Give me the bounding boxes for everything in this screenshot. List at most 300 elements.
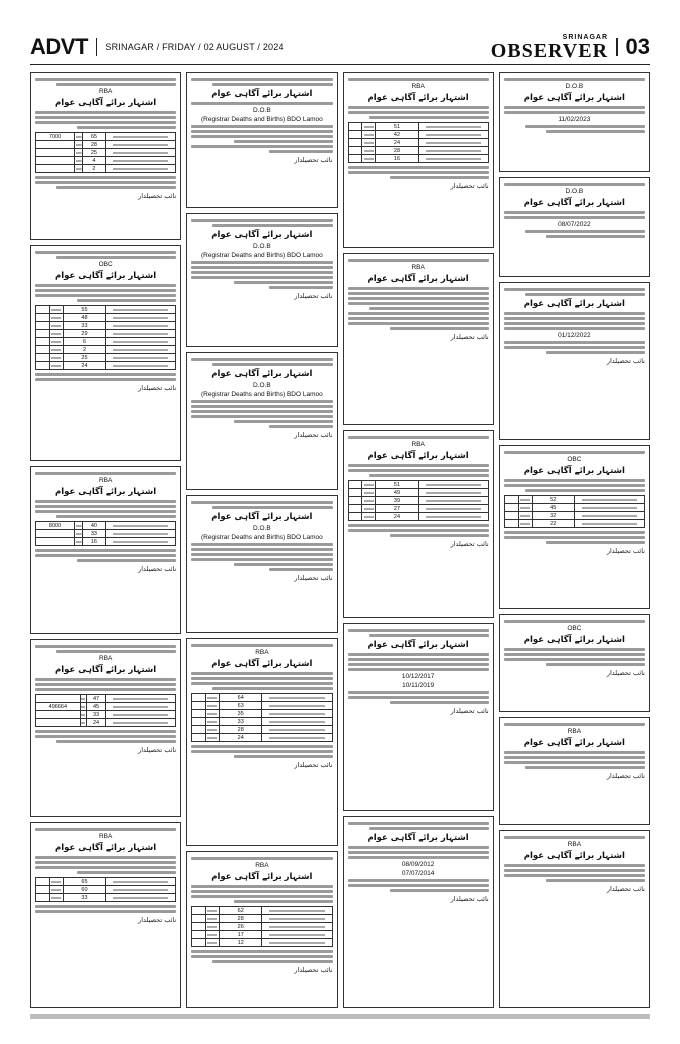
- amount-cell: [192, 718, 206, 726]
- public-notice: [186, 72, 337, 208]
- amount-cell: [36, 346, 50, 354]
- notice-heading: اشتہار برائے آگاہی عوام: [523, 635, 625, 645]
- table-row: [36, 530, 176, 538]
- notice-ref: RBA: [255, 649, 269, 656]
- age-cell: 2: [82, 165, 105, 173]
- age-cell: 24: [63, 362, 105, 370]
- occupation-cell: [75, 530, 83, 538]
- notice-ref: D.O.B: [253, 243, 271, 250]
- name-cell: [106, 338, 176, 346]
- signature: نائب تحصیلدار: [294, 574, 333, 582]
- family-table: [35, 132, 176, 173]
- public-notice: [343, 430, 494, 618]
- name-cell: [106, 362, 176, 370]
- age-cell: 25: [82, 149, 105, 157]
- age-cell: 49: [376, 489, 418, 497]
- notice-heading: اشتہار برائے آگاہی عوام: [523, 299, 625, 309]
- amount-cell: [348, 147, 362, 155]
- table-row: [504, 512, 644, 520]
- family-table: [35, 694, 176, 727]
- age-cell: 2: [63, 346, 105, 354]
- table-row: [348, 505, 488, 513]
- amount-cell: [36, 886, 50, 894]
- amount-cell: [348, 505, 362, 513]
- footer-bar: [30, 1014, 650, 1019]
- amount-cell: [36, 711, 81, 719]
- name-cell: [418, 155, 488, 163]
- notice-heading: اشتہار برائے آگاہی عوام: [367, 640, 469, 650]
- table-row: [504, 504, 644, 512]
- date-ref: 10/12/2017: [401, 673, 435, 680]
- occupation-cell: [206, 915, 220, 923]
- amount-cell: [192, 710, 206, 718]
- age-cell: 16: [376, 155, 418, 163]
- signature: نائب تحصیلدار: [606, 772, 645, 780]
- age-cell: 17: [220, 931, 262, 939]
- age-cell: 24: [87, 719, 106, 727]
- name-cell: [106, 141, 176, 149]
- occupation-cell: [206, 710, 220, 718]
- notice-ref: RBA: [411, 83, 425, 90]
- name-cell: [106, 165, 176, 173]
- age-cell: 42: [376, 131, 418, 139]
- occupation-cell: [49, 894, 63, 902]
- amount-cell: [348, 489, 362, 497]
- occupation-cell: [49, 306, 63, 314]
- name-cell: [574, 496, 644, 504]
- amount-cell: [36, 878, 50, 886]
- name-cell: [106, 522, 176, 530]
- age-cell: 55: [63, 306, 105, 314]
- age-cell: 40: [82, 522, 105, 530]
- notice-ref: RBA: [567, 841, 582, 848]
- table-row: [36, 346, 176, 354]
- occupation-cell: [362, 505, 376, 513]
- occupation-cell: [49, 330, 63, 338]
- occupation-cell: [206, 939, 220, 947]
- occupation-cell: [518, 504, 532, 512]
- occupation-cell: [75, 149, 83, 157]
- notice-heading: اشتہار برائے آگاہی عوام: [211, 230, 313, 240]
- amount-cell: [192, 923, 206, 931]
- amount-cell: [36, 538, 75, 546]
- notice-heading: اشتہار برائے آگاہی عوام: [211, 872, 313, 882]
- amount-cell: [36, 330, 50, 338]
- name-cell: [418, 497, 488, 505]
- signature: نائب تحصیلدار: [606, 357, 645, 365]
- name-cell: [262, 931, 332, 939]
- name-cell: [418, 481, 488, 489]
- amount-cell: [36, 719, 81, 727]
- table-row: [36, 711, 176, 719]
- occupation-cell: [75, 522, 83, 530]
- table-row: [36, 522, 176, 530]
- occupation-cell: [75, 141, 83, 149]
- amount-cell: [192, 702, 206, 710]
- amount-cell: [348, 481, 362, 489]
- section-label: ADVT: [30, 34, 88, 59]
- public-notice: [499, 72, 650, 172]
- name-cell: [262, 923, 332, 931]
- table-row: [192, 702, 332, 710]
- table-row: [36, 354, 176, 362]
- name-cell: [574, 520, 644, 528]
- age-cell: 45: [532, 504, 574, 512]
- signature: نائب تحصیلدار: [450, 540, 489, 548]
- signature: نائب تحصیلدار: [138, 565, 177, 573]
- notice-heading: اشتہار برائے آگاہی عوام: [211, 89, 313, 99]
- name-cell: [106, 530, 176, 538]
- name-cell: [106, 306, 176, 314]
- family-table: [191, 906, 332, 947]
- masthead-city: SRINAGAR: [562, 33, 609, 41]
- signature: نائب تحصیلدار: [450, 182, 489, 190]
- occupation-cell: [206, 923, 220, 931]
- occupation-cell: [206, 718, 220, 726]
- occupation-cell: [362, 497, 376, 505]
- table-row: [192, 939, 332, 947]
- age-cell: 33: [220, 718, 262, 726]
- amount-cell: [36, 530, 75, 538]
- name-cell: [574, 504, 644, 512]
- header-divider: [616, 38, 618, 56]
- table-row: [36, 133, 176, 141]
- age-cell: 26: [220, 923, 262, 931]
- occupation-cell: [206, 734, 220, 742]
- amount-cell: [36, 894, 50, 902]
- signature: نائب تحصیلدار: [138, 192, 177, 200]
- age-cell: 4: [82, 157, 105, 165]
- public-notice: [30, 466, 181, 634]
- name-cell: [106, 695, 176, 703]
- public-notice: [343, 72, 494, 248]
- occupation-cell: [206, 726, 220, 734]
- table-row: [348, 139, 488, 147]
- table-row: [36, 157, 176, 165]
- notice-ref: D.O.B: [565, 188, 584, 195]
- occupation-cell: [362, 481, 376, 489]
- occupation-cell: [49, 322, 63, 330]
- date-ref: 10/11/2019: [402, 682, 435, 689]
- notice-ref: OBC: [567, 456, 582, 463]
- name-cell: [106, 719, 176, 727]
- occupation-cell: [75, 538, 83, 546]
- date-ref: 07/07/2014: [401, 870, 435, 877]
- name-cell: [418, 489, 488, 497]
- name-cell: [262, 718, 332, 726]
- notice-heading: اشتہار برائے آگاہی عوام: [367, 93, 469, 103]
- signature: نائب تحصیلدار: [606, 547, 645, 555]
- occupation-cell: [206, 702, 220, 710]
- amount-cell: [504, 520, 518, 528]
- age-cell: 28: [376, 147, 418, 155]
- age-cell: 28: [220, 915, 262, 923]
- name-cell: [106, 886, 176, 894]
- amount-cell: [348, 497, 362, 505]
- signature: نائب تحصیلدار: [138, 384, 177, 392]
- age-cell: 47: [87, 695, 106, 703]
- age-cell: 65: [63, 878, 105, 886]
- family-table: [348, 480, 489, 521]
- table-row: [36, 322, 176, 330]
- age-cell: 33: [63, 894, 105, 902]
- public-notice: [186, 638, 337, 846]
- notice-ref: D.O.B: [253, 525, 271, 532]
- occupation-cell: [518, 520, 532, 528]
- masthead-name: OBSERVER: [490, 39, 609, 62]
- amount-cell: [192, 734, 206, 742]
- notice-ref: D.O.B: [253, 382, 271, 389]
- occupation-cell: [49, 362, 63, 370]
- age-cell: 29: [63, 330, 105, 338]
- notices-area: [30, 72, 650, 1008]
- name-cell: [574, 512, 644, 520]
- age-cell: 25: [63, 354, 105, 362]
- name-cell: [262, 907, 332, 915]
- name-cell: [106, 894, 176, 902]
- public-notice: [499, 445, 650, 609]
- age-cell: 24: [376, 139, 418, 147]
- table-row: [36, 330, 176, 338]
- amount-cell: [36, 695, 81, 703]
- age-cell: 28: [220, 726, 262, 734]
- occupation-cell: [75, 133, 83, 141]
- amount-cell: [192, 915, 206, 923]
- table-row: [348, 481, 488, 489]
- date-ref: 11/02/2023: [558, 116, 591, 123]
- occupation-cell: [49, 886, 63, 894]
- notice-heading: اشتہار برائے آگاہی عوام: [523, 93, 625, 103]
- name-cell: [106, 133, 176, 141]
- table-row: [504, 496, 644, 504]
- notice-heading: اشتہار برائے آگاہی عوام: [367, 451, 469, 461]
- amount-cell: [348, 513, 362, 521]
- name-cell: [106, 878, 176, 886]
- notice-heading: اشتہار برائے آگاہی عوام: [523, 738, 625, 748]
- name-cell: [106, 330, 176, 338]
- age-cell: 52: [532, 496, 574, 504]
- public-notice: [30, 245, 181, 461]
- amount-cell: [504, 512, 518, 520]
- name-cell: [262, 710, 332, 718]
- signature: نائب تحصیلدار: [606, 669, 645, 677]
- table-row: [36, 894, 176, 902]
- signature: نائب تحصیلدار: [606, 885, 645, 893]
- signature: نائب تحصیلدار: [450, 895, 489, 903]
- notice-heading: اشتہار برائے آگاہی عوام: [55, 98, 157, 108]
- amount-cell: [504, 496, 518, 504]
- public-notice: [343, 253, 494, 425]
- age-cell: 39: [376, 497, 418, 505]
- public-notice: [186, 352, 337, 490]
- amount-cell: [192, 726, 206, 734]
- occupation-cell: [362, 489, 376, 497]
- public-notice: [30, 72, 181, 240]
- header-divider: [96, 38, 98, 56]
- name-cell: [106, 314, 176, 322]
- public-notice: [186, 495, 337, 633]
- notice-ref: D.O.B: [565, 83, 584, 90]
- table-row: [36, 703, 176, 711]
- age-cell: 60: [63, 886, 105, 894]
- signature: نائب تحصیلدار: [294, 156, 333, 164]
- occupation-cell: [49, 338, 63, 346]
- amount-cell: [36, 322, 50, 330]
- table-row: [192, 694, 332, 702]
- age-cell: 32: [532, 512, 574, 520]
- age-cell: 51: [376, 123, 418, 131]
- age-cell: 24: [220, 734, 262, 742]
- table-row: [36, 886, 176, 894]
- amount-cell: [36, 362, 50, 370]
- occupation-cell: [362, 147, 376, 155]
- public-notice: [343, 623, 494, 811]
- public-notice: [499, 717, 650, 825]
- age-cell: 63: [220, 702, 262, 710]
- name-cell: [262, 939, 332, 947]
- family-table: [348, 122, 489, 163]
- notice-heading: اشتہار برائے آگاہی عوام: [55, 843, 157, 853]
- notice-ref: RBA: [567, 728, 582, 735]
- column-4: [499, 72, 650, 1008]
- notice-heading: اشتہار برائے آگاہی عوام: [367, 274, 469, 284]
- amount-cell: 8000: [36, 522, 75, 530]
- public-notice: [186, 213, 337, 347]
- notice-ref: RBA: [411, 264, 425, 271]
- notice-heading: اشتہار برائے آگاہی عوام: [211, 659, 313, 669]
- occupation-cell: [518, 496, 532, 504]
- table-row: [192, 931, 332, 939]
- date-ref: 01/12/2022: [558, 332, 591, 339]
- amount-cell: [348, 123, 362, 131]
- name-cell: [106, 538, 176, 546]
- occupation-cell: [49, 314, 63, 322]
- table-row: [348, 513, 488, 521]
- notice-ref: RBA: [411, 441, 425, 448]
- table-row: [192, 923, 332, 931]
- amount-cell: [192, 907, 206, 915]
- signature: نائب تحصیلدار: [138, 916, 177, 924]
- name-cell: [106, 149, 176, 157]
- table-row: [192, 710, 332, 718]
- table-row: [192, 734, 332, 742]
- age-cell: 35: [220, 710, 262, 718]
- amount-cell: [36, 157, 75, 165]
- age-cell: 22: [532, 520, 574, 528]
- family-table: [504, 495, 645, 528]
- table-row: [348, 131, 488, 139]
- age-cell: 48: [63, 314, 105, 322]
- name-cell: [418, 123, 488, 131]
- amount-cell: [348, 155, 362, 163]
- amount-cell: [36, 354, 50, 362]
- amount-cell: [36, 149, 75, 157]
- amount-cell: [348, 131, 362, 139]
- occupation-cell: [206, 907, 220, 915]
- table-row: [36, 338, 176, 346]
- name-cell: [418, 131, 488, 139]
- public-notice: [343, 816, 494, 1008]
- registrar-ref: (Registrar Deaths and Births) BDO Lamoo: [201, 534, 323, 541]
- dateline: SRINAGAR / FRIDAY / 02 AUGUST / 2024: [105, 42, 284, 52]
- amount-cell: [36, 141, 75, 149]
- table-row: [504, 520, 644, 528]
- table-row: [348, 147, 488, 155]
- table-row: [36, 878, 176, 886]
- public-notice: [30, 639, 181, 817]
- notice-ref: RBA: [98, 477, 113, 484]
- occupation-cell: [362, 513, 376, 521]
- age-cell: 64: [220, 694, 262, 702]
- name-cell: [418, 139, 488, 147]
- name-cell: [418, 147, 488, 155]
- amount-cell: [192, 939, 206, 947]
- family-table: [191, 693, 332, 742]
- column-1: [30, 72, 181, 1008]
- name-cell: [418, 513, 488, 521]
- signature: نائب تحصیلدار: [450, 333, 489, 341]
- notice-heading: اشتہار برائے آگاہی عوام: [55, 487, 157, 497]
- notice-heading: اشتہار برائے آگاہی عوام: [211, 512, 313, 522]
- name-cell: [106, 703, 176, 711]
- date-ref: 08/07/2022: [558, 221, 591, 228]
- name-cell: [106, 322, 176, 330]
- occupation-cell: [362, 123, 376, 131]
- age-cell: 33: [82, 530, 105, 538]
- page-header: [30, 34, 650, 65]
- age-cell: 6: [63, 338, 105, 346]
- name-cell: [106, 711, 176, 719]
- public-notice: [499, 177, 650, 277]
- table-row: [36, 538, 176, 546]
- family-table: [35, 877, 176, 902]
- amount-cell: [36, 338, 50, 346]
- table-row: [348, 489, 488, 497]
- age-cell: 27: [376, 505, 418, 513]
- table-row: [192, 915, 332, 923]
- notice-ref: D.O.B: [253, 107, 271, 114]
- amount-cell: [36, 306, 50, 314]
- age-cell: 51: [376, 481, 418, 489]
- public-notice: [499, 830, 650, 1008]
- name-cell: [106, 346, 176, 354]
- table-row: [192, 718, 332, 726]
- family-table: [35, 521, 176, 546]
- table-row: [36, 149, 176, 157]
- notice-heading: اشتہار برائے آگاہی عوام: [523, 851, 625, 861]
- age-cell: 62: [220, 907, 262, 915]
- signature: نائب تحصیلدار: [450, 707, 489, 715]
- table-row: [36, 719, 176, 727]
- name-cell: [106, 354, 176, 362]
- signature: نائب تحصیلدار: [294, 761, 333, 769]
- age-cell: 28: [82, 141, 105, 149]
- table-row: [36, 362, 176, 370]
- public-notice: [499, 282, 650, 440]
- table-row: [192, 726, 332, 734]
- amount-cell: [192, 931, 206, 939]
- name-cell: [262, 694, 332, 702]
- family-table: [35, 305, 176, 370]
- table-row: [348, 123, 488, 131]
- name-cell: [262, 734, 332, 742]
- amount-cell: 7000: [36, 133, 75, 141]
- occupation-cell: [362, 139, 376, 147]
- public-notice: [186, 851, 337, 1008]
- age-cell: 16: [82, 538, 105, 546]
- notice-heading: اشتہار برائے آگاہی عوام: [211, 369, 313, 379]
- occupation-cell: [75, 165, 83, 173]
